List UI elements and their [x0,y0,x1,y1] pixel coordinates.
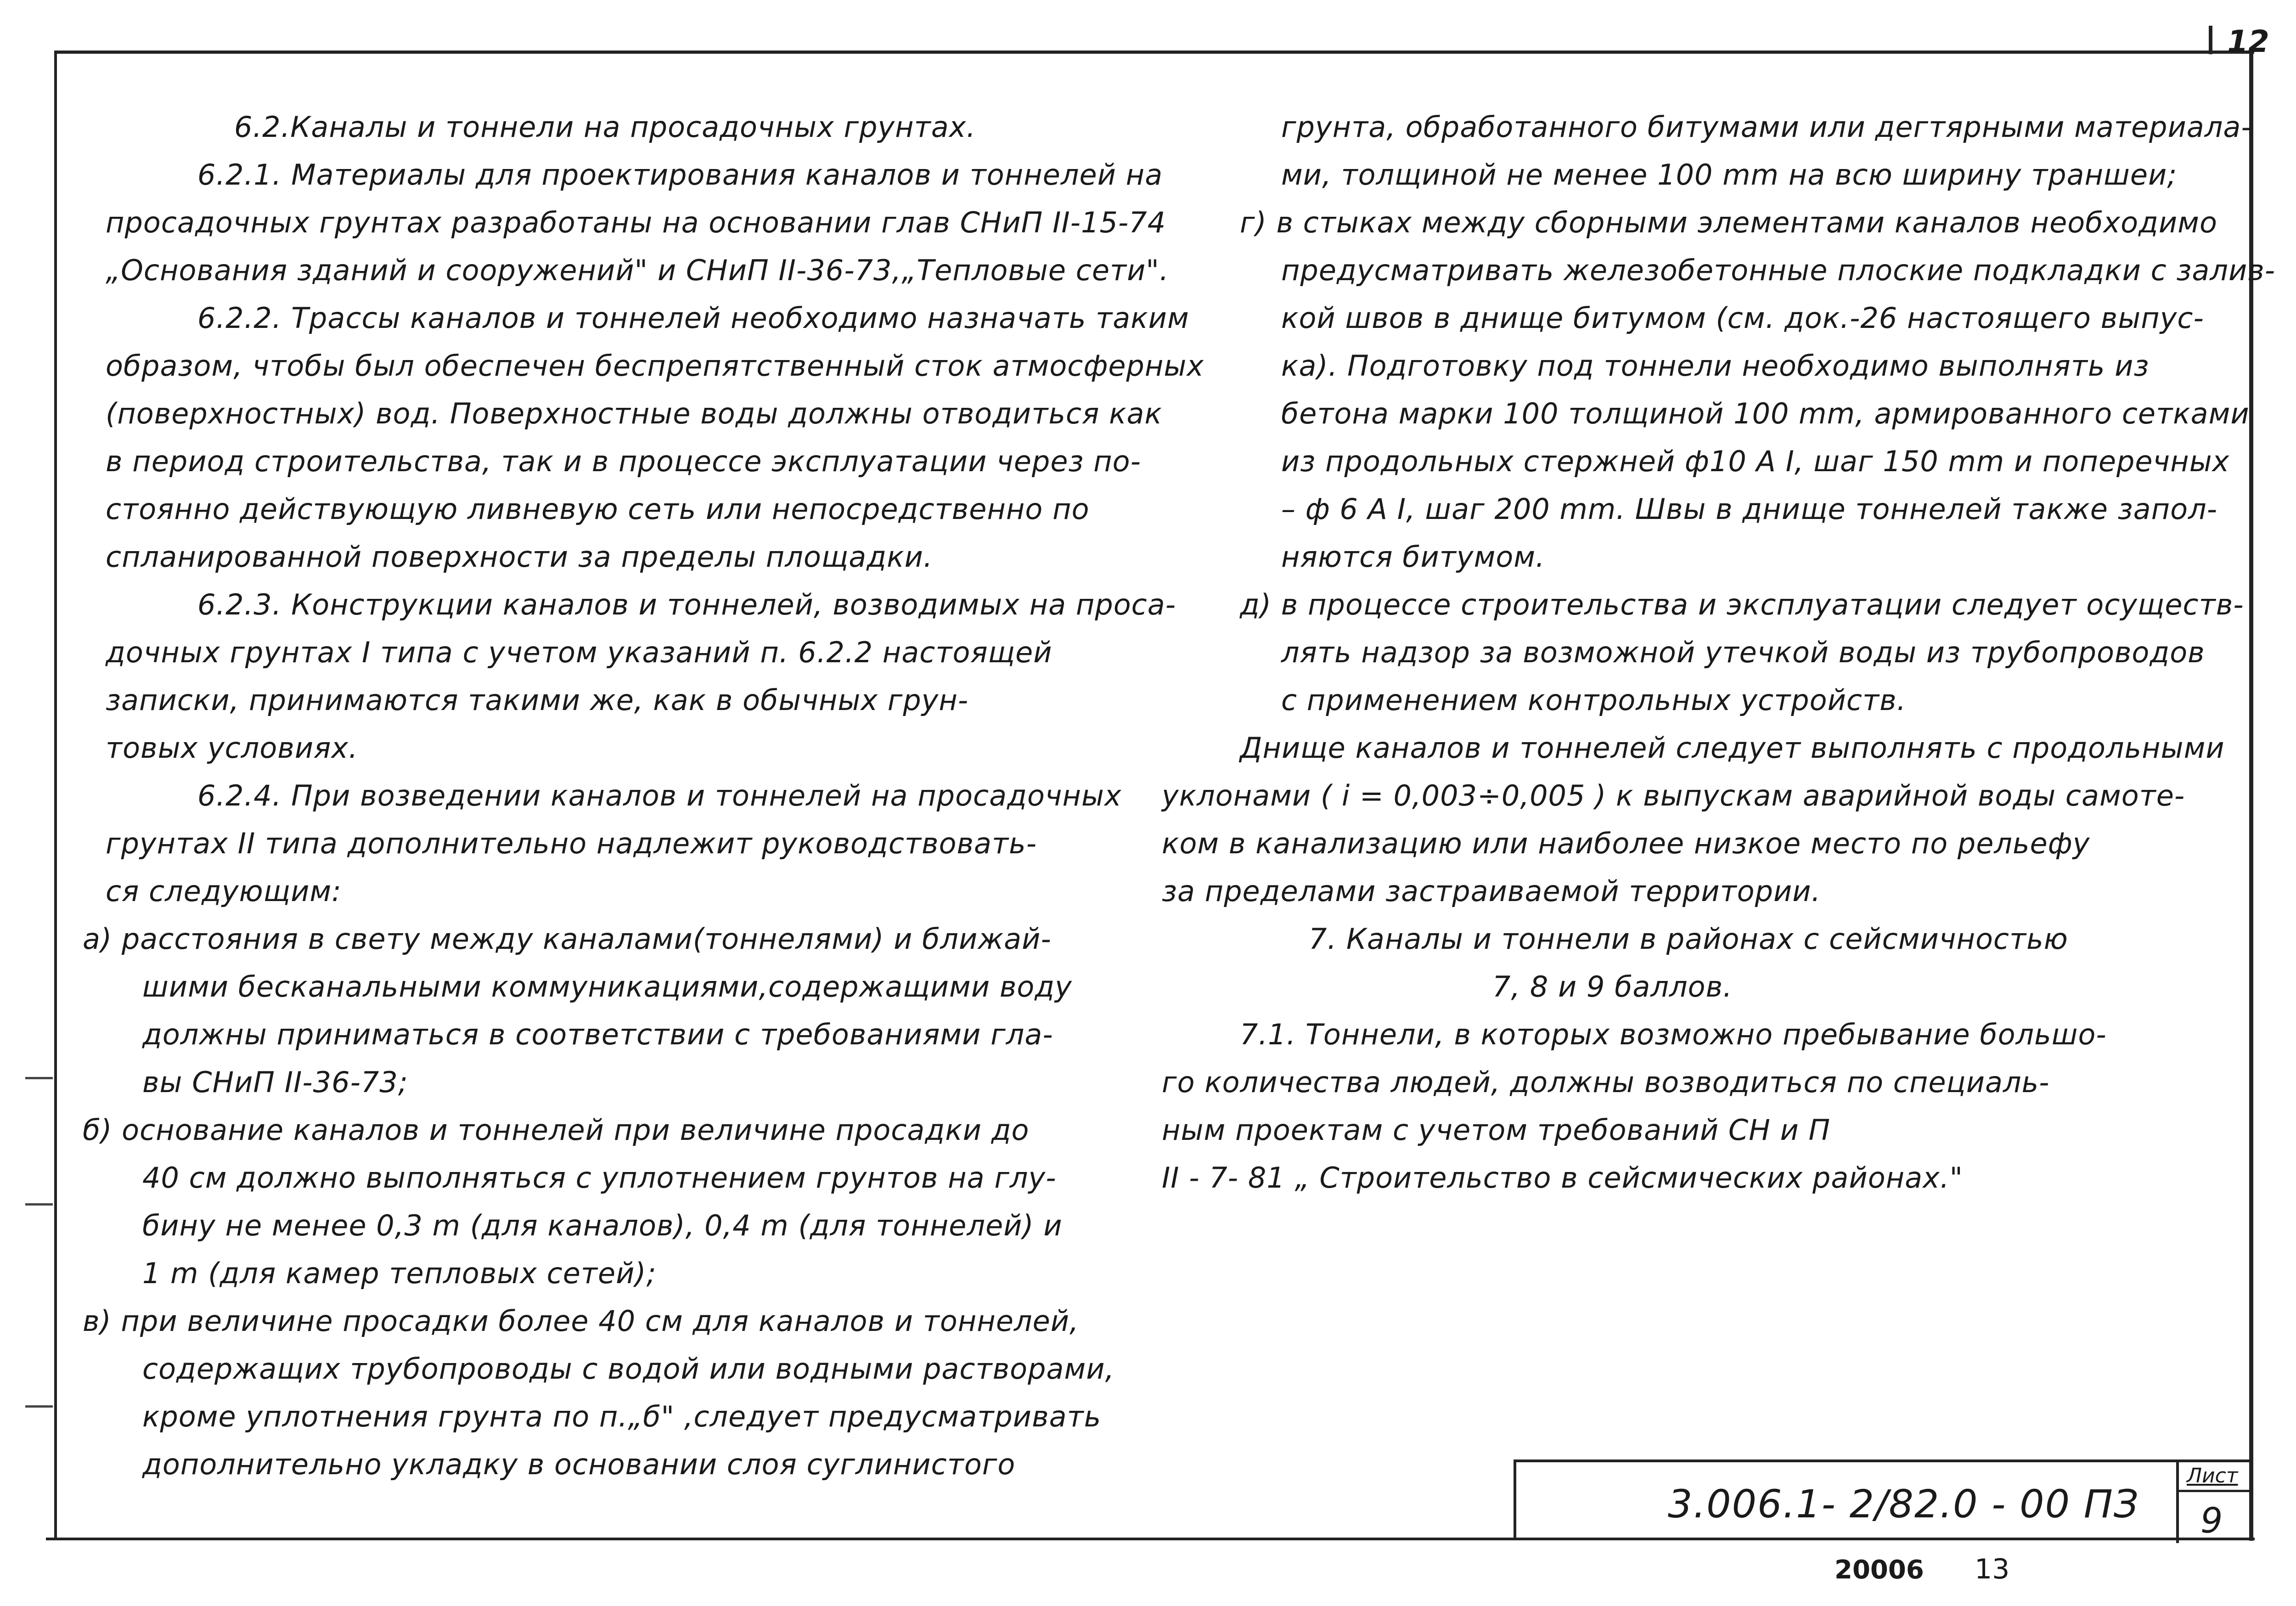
text-line: (поверхностных) вод. Поверхностные воды должны отводиться как [106,397,1162,430]
sheet-top-label: 12 [2227,24,2269,59]
text-line: кой швов в днище битумом (см. док.-26 настоящего выпус- [1281,301,2204,335]
text-line: 6.2.Каналы и тоннели на просадочных грунтах. [234,110,976,144]
text-line: – ф 6 А I, шаг 200 mm. Швы в днище тоннелей также запол- [1281,492,2218,526]
text-line: за пределами застраиваемой территории. [1162,874,1821,908]
text-line: ным проектам с учетом требований СН и П [1162,1113,1831,1147]
sheet-top-tick [2209,26,2212,54]
text-line: кроме уплотнения грунта по п.„б" ,следует предусматривать [142,1400,1102,1433]
text-line: грунта, обработанного битумами или дегтярными материала- [1281,110,2252,144]
title-block-stamp [1514,1459,2249,1540]
text-line: г) в стыках между сборными элементами каналов необходимо [1240,206,2217,239]
text-line: стоянно действующую ливневую сеть или непосредственно по [106,492,1090,526]
text-line: ком в канализацию или наиболее низкое место по рельефу [1162,827,2090,860]
text-line: грунтах II типа дополнительно надлежит руководствовать- [106,827,1037,860]
text-line: с применением контрольных устройств. [1281,683,1907,717]
text-line: а) расстояния в свету между каналами(тоннелями) и ближай- [83,922,1052,956]
margin-tick [25,1203,53,1206]
text-line: лять надзор за возможной утечкой воды из трубопроводов [1281,636,2205,669]
text-line: спланированной поверхности за пределы площадки. [106,540,933,574]
text-line: из продольных стержней ф10 А I, шаг 150 mm и поперечных [1281,445,2230,478]
text-line: дочных грунтах I типа с учетом указаний п. 6.2.2 настоящей [106,636,1052,669]
text-line: б) основание каналов и тоннелей при величине просадки до [83,1113,1030,1147]
text-line: ся следующим: [106,874,342,908]
inventory-number: 20006 [1835,1555,1924,1585]
text-line: 6.2.1. Материалы для проектирования каналов и тоннелей на [197,158,1163,192]
margin-tick [25,1405,53,1408]
text-line: уклонами ( i = 0,003÷0,005 ) к выпускам аварийной воды самоте- [1162,779,2185,812]
text-line: вы СНиП II-36-73; [142,1065,408,1099]
page-number: 13 [1975,1553,2010,1585]
text-line: в) при величине просадки более 40 см для каналов и тоннелей, [83,1304,1079,1338]
text-line: Днище каналов и тоннелей следует выполнять с продольными [1240,731,2225,765]
text-line: го количества людей, должны возводиться по специаль- [1162,1065,2050,1099]
text-line: должны приниматься в соответствии с требованиями гла- [142,1018,1053,1051]
text-line: „Основания зданий и сооружений" и СНиП II-36-73,„Тепловые сети". [106,254,1169,287]
text-line: 1 m (для камер тепловых сетей); [142,1257,657,1290]
text-line: бину не менее 0,3 m (для каналов), 0,4 m (для тоннелей) и [142,1209,1063,1242]
text-line: 7.1. Тоннели, в которых возможно пребывание большо- [1240,1018,2107,1051]
text-line: д) в процессе строительства и эксплуатации следует осуществ- [1240,588,2244,621]
text-line: записки, принимаются такими же, как в обычных грун- [106,683,969,717]
text-line: 6.2.2. Трассы каналов и тоннелей необходимо назначать таким [197,301,1189,335]
text-line: ка). Подготовку под тоннели необходимо выполнять из [1281,349,2150,383]
margin-tick [25,1077,53,1079]
text-line: бетона марки 100 толщиной 100 mm, армированного сетками [1281,397,2250,430]
text-line: 7. Каналы и тоннели в районах с сейсмичностью [1309,922,2068,956]
text-line: образом, чтобы был обеспечен беспрепятственный сток атмосферных [106,349,1204,383]
sheet-number: 9 [2200,1500,2223,1541]
text-line: 6.2.3. Конструкции каналов и тоннелей, возводимых на проса- [197,588,1176,621]
text-line: ми, толщиной не менее 100 mm на всю ширину траншеи; [1281,158,2178,192]
text-line: в период строительства, так и в процессе эксплуатации через по- [106,445,1141,478]
text-line: няются битумом. [1281,540,1545,574]
stamp-divider [2176,1462,2179,1543]
text-line: просадочных грунтах разработаны на основании глав СНиП II-15-74 [106,206,1166,239]
sheet-number-top [2209,24,2269,59]
stamp-hline [2179,1490,2252,1492]
document-code: 3.006.1- 2/82.0 - 00 ПЗ [1668,1482,2139,1527]
text-line: 6.2.4. При возведении каналов и тоннелей на просадочных [197,779,1122,812]
text-line: предусматривать железобетонные плоские подкладки с залив- [1281,254,2276,287]
sheet-label: Лист [2187,1464,2238,1488]
text-line: шими бесканальными коммуникациями,содержащими воду [142,970,1072,1003]
text-line: товых условиях. [106,731,358,765]
text-line: II - 7- 81 „ Строительство в сейсмических районах." [1162,1161,1964,1195]
text-line: содержащих трубопроводы с водой или водными растворами, [142,1352,1115,1386]
text-line: 7, 8 и 9 баллов. [1492,970,1733,1003]
text-line: 40 см должно выполняться с уплотнением грунтов на глу- [142,1161,1057,1195]
text-line: дополнительно укладку в основании слоя суглинистого [142,1448,1016,1481]
